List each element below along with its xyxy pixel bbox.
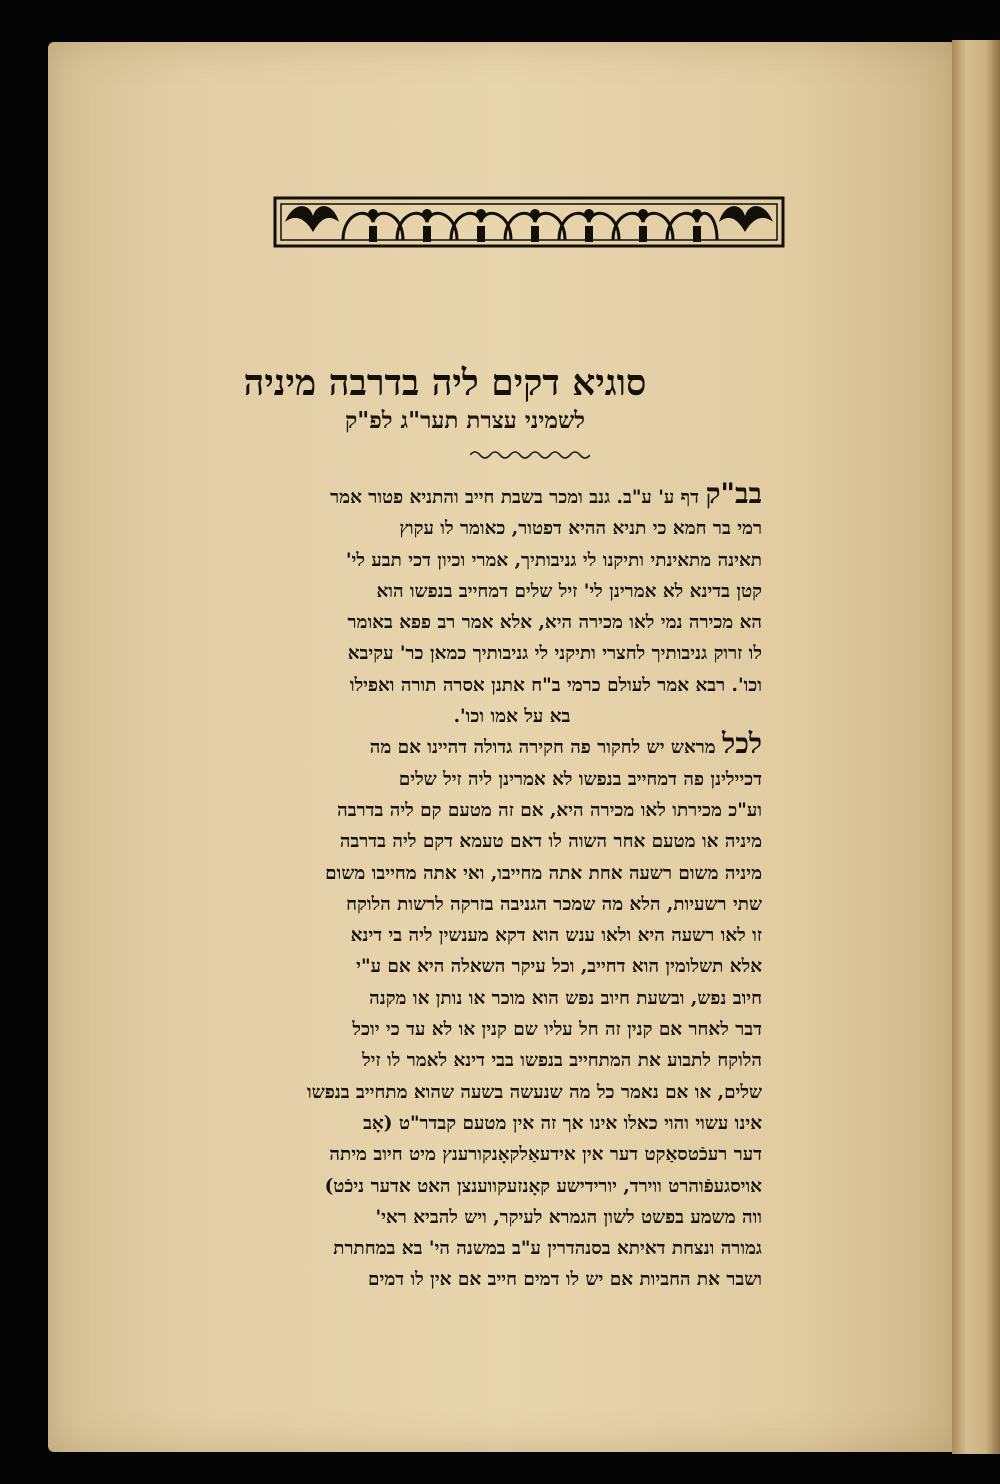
text-line: דכיילינן פה דמחייב בנפשו לא אמרינן ליה זיל שלים bbox=[398, 768, 762, 790]
text-line: חיוב נפש, ובשעת חיוב נפש הוא מוכר או נותן או מקנה bbox=[369, 987, 762, 1009]
paragraph-1 bbox=[262, 477, 762, 732]
paragraph-2 bbox=[262, 727, 762, 1295]
text-line: אינו עשוי והוי כאלו אינו אך זה אין מטעם קבדר"ט (אָב bbox=[363, 1112, 762, 1134]
lead-word: בב"ק bbox=[705, 477, 762, 510]
text-line: הלוקח לתבוע את המתחייב בנפשו בבי דינא לאמר לו זיל bbox=[362, 1050, 762, 1072]
text-line: דבר לאחר אם קנין זה חל עליו שם קנין או לא עד כי יוכל bbox=[352, 1019, 762, 1041]
text-line: ווה משמע בפשט לשון הגמרא לעיקר, ויש להביא ראי' bbox=[375, 1206, 762, 1228]
text-line: אלא תשלומין הוא דחייב, וכל עיקר השאלה היא אם ע"י bbox=[356, 956, 762, 978]
text-line: בב"ק דף ע' ע"ב. גנב ומכר בשבת חייב והתניא פטור אמר bbox=[330, 477, 762, 510]
wavy-line-divider-icon bbox=[470, 449, 590, 461]
lead-word: לכל bbox=[722, 727, 762, 761]
body-text bbox=[262, 477, 762, 1296]
text-line: שתי רשעיות, הלא מה שמכר הגניבה בזרקה לרשות הלוקח bbox=[346, 893, 762, 915]
document-subtitle: לשמיני עצרת תער"ג לפ"ק bbox=[344, 407, 586, 434]
text-line: הא מכירה נמי לאו מכירה היא, אלא אמר רב פפא באומר bbox=[347, 612, 762, 634]
text-line: וע"כ מכירתו לאו מכירה היא, אם זה מטעם קם ליה בדרבה bbox=[337, 799, 762, 821]
text-line: בא על אמו וכו'. bbox=[453, 706, 571, 728]
text-line: שלים, או אם נאמר כל מה שנעשה בשעה שהוא מתחייב בנפשו bbox=[306, 1081, 762, 1103]
document-title: סוגיא דקים ליה בדרבה מיניה bbox=[243, 362, 647, 404]
text-line: אויסגעפֿוהרט ווירד, יורידישע קאָנזעקווענצן האט אדער ניכֿט) bbox=[324, 1175, 762, 1197]
text-line: מיניה או מטעם אחר השוה לו דאם טעמא דקם ליה בדרבה bbox=[339, 831, 762, 853]
text-line: לו זרוק גניבותיך לחצרי ותיקני לי גניבותיך כמאן כר' עקיבא bbox=[347, 643, 762, 665]
text-line: זו לאו רשעה היא ולאו ענש הוא דקא מענשין ליה בי דינא bbox=[350, 925, 762, 947]
text-line: קטן בדינא לא אמרינן לי' זיל שלים דמחייב בנפשו הוא bbox=[376, 580, 762, 602]
text-line: וכו'. רבא אמר לעולם כרמי ב"ח אתנן אסרה תורה ואפילו bbox=[349, 674, 762, 696]
text-line: מיניה משום רשעה אחת אתה מחייבו, ואי אתה מחייבו משום bbox=[325, 862, 762, 884]
text-line: תאינה מתאינתי ותיקנו לי גניבותיך, אמרי וכיון דכי תבע לי' bbox=[345, 549, 762, 571]
floral-border-ornament-icon bbox=[273, 192, 785, 252]
text-line: ושבר את החביות אם יש לו דמים חייב אם אין לו דמים bbox=[368, 1269, 762, 1291]
text-line: גמורה ונצחת דאיתא בסנהדרין ע"ב במשנה הי' בא במחתרת bbox=[333, 1238, 762, 1260]
text-line: לכל מראש יש לחקור פה חקירה גדולה דהיינו אם מה bbox=[369, 727, 762, 761]
book-spine-edge bbox=[952, 40, 1000, 1454]
text-line: דער רעכֿטסאַקט דער אין אידעאַלקאָנקורענץ מיט חיוב מיתה bbox=[329, 1144, 762, 1166]
text-line: רמי בר חמא כי תניא ההיא דפטור, כאומר לו עקוץ bbox=[399, 518, 762, 540]
